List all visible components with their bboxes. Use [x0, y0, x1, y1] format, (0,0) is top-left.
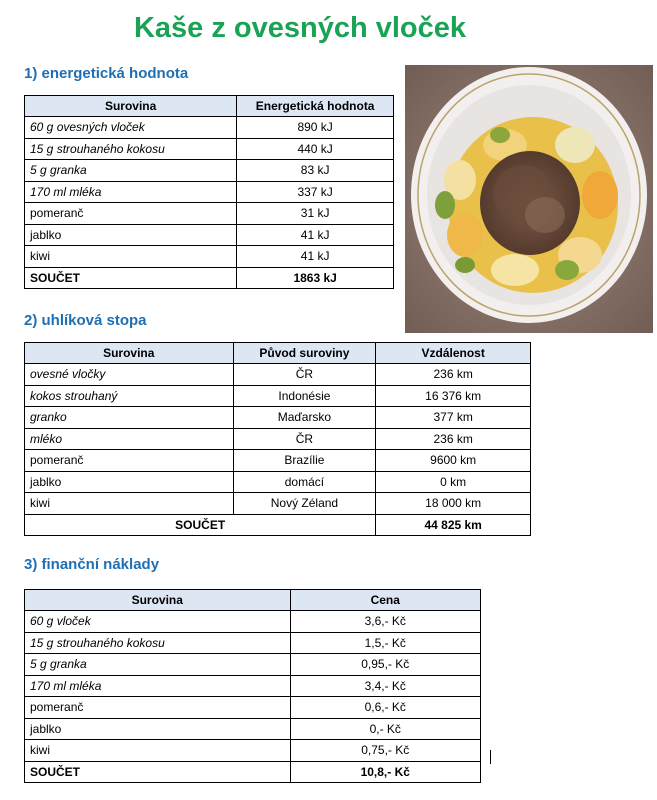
price-cell: 0,6,- Kč — [290, 697, 480, 719]
total-row — [25, 514, 531, 536]
table-row — [25, 203, 394, 225]
table-row — [25, 611, 481, 633]
ingredient-cell: jablko — [25, 471, 234, 493]
total-row — [25, 761, 481, 783]
cost-heading: 3) finanční náklady — [24, 556, 160, 573]
ingredient-cell: jablko — [25, 718, 291, 740]
price-cell: 3,6,- Kč — [290, 611, 480, 633]
cost-table — [24, 589, 481, 783]
column-header: Energetická hodnota — [237, 96, 394, 117]
table-row — [25, 718, 481, 740]
table-header-row — [25, 96, 394, 117]
ingredient-cell: 170 ml mléka — [25, 181, 237, 203]
origin-cell: Nový Zéland — [233, 493, 376, 515]
price-cell: 0,95,- Kč — [290, 654, 480, 676]
ingredient-cell: ovesné vločky — [25, 364, 234, 386]
table-header-row — [25, 590, 481, 611]
total-row — [25, 267, 394, 289]
carbon-heading: 2) uhlíková stopa — [24, 312, 147, 329]
energy-cell: 41 kJ — [237, 246, 394, 268]
column-header: Původ suroviny — [233, 343, 376, 364]
total-value: 44 825 km — [376, 514, 531, 536]
origin-cell: Maďarsko — [233, 407, 376, 429]
table-row — [25, 428, 531, 450]
porridge-photo — [405, 65, 653, 333]
table-row — [25, 450, 531, 472]
table-row — [25, 632, 481, 654]
table-row — [25, 471, 531, 493]
price-cell: 0,75,- Kč — [290, 740, 480, 762]
column-header: Surovina — [25, 343, 234, 364]
table-row — [25, 117, 394, 139]
ingredient-cell: kiwi — [25, 740, 291, 762]
distance-cell: 9600 km — [376, 450, 531, 472]
total-value: 1863 kJ — [237, 267, 394, 289]
distance-cell: 236 km — [376, 364, 531, 386]
energy-table — [24, 95, 394, 289]
origin-cell: domácí — [233, 471, 376, 493]
energy-cell: 337 kJ — [237, 181, 394, 203]
table-header-row — [25, 343, 531, 364]
ingredient-cell: kokos strouhaný — [25, 385, 234, 407]
total-value: 10,8,- Kč — [290, 761, 480, 783]
column-header: Vzdálenost — [376, 343, 531, 364]
distance-cell: 16 376 km — [376, 385, 531, 407]
table-row — [25, 364, 531, 386]
ingredient-cell: 5 g granka — [25, 654, 291, 676]
price-cell: 1,5,- Kč — [290, 632, 480, 654]
origin-cell: ČR — [233, 428, 376, 450]
table-row — [25, 181, 394, 203]
table-row — [25, 138, 394, 160]
ingredient-cell: 5 g granka — [25, 160, 237, 182]
table-row — [25, 740, 481, 762]
total-label: SOUČET — [25, 514, 376, 536]
ingredient-cell: jablko — [25, 224, 237, 246]
ingredient-cell: pomeranč — [25, 203, 237, 225]
ingredient-cell: 15 g strouhaného kokosu — [25, 632, 291, 654]
energy-heading: 1) energetická hodnota — [24, 65, 189, 82]
total-label: SOUČET — [25, 761, 291, 783]
table-row — [25, 224, 394, 246]
energy-cell: 83 kJ — [237, 160, 394, 182]
ingredient-cell: granko — [25, 407, 234, 429]
energy-cell: 41 kJ — [237, 224, 394, 246]
carbon-table — [24, 342, 531, 536]
ingredient-cell: 170 ml mléka — [25, 675, 291, 697]
ingredient-cell: 60 g vloček — [25, 611, 291, 633]
text-cursor — [490, 750, 491, 764]
origin-cell: Indonésie — [233, 385, 376, 407]
ingredient-cell: pomeranč — [25, 697, 291, 719]
table-row — [25, 160, 394, 182]
table-row — [25, 697, 481, 719]
ingredient-cell: 15 g strouhaného kokosu — [25, 138, 237, 160]
page-title: Kaše z ovesných vloček — [133, 12, 467, 44]
column-header: Surovina — [25, 590, 291, 611]
total-label: SOUČET — [25, 267, 237, 289]
energy-cell: 890 kJ — [237, 117, 394, 139]
ingredient-cell: 60 g ovesných vloček — [25, 117, 237, 139]
distance-cell: 377 km — [376, 407, 531, 429]
table-row — [25, 385, 531, 407]
energy-cell: 31 kJ — [237, 203, 394, 225]
column-header: Cena — [290, 590, 480, 611]
table-row — [25, 407, 531, 429]
distance-cell: 0 km — [376, 471, 531, 493]
table-row — [25, 654, 481, 676]
column-header: Surovina — [25, 96, 237, 117]
distance-cell: 18 000 km — [376, 493, 531, 515]
price-cell: 3,4,- Kč — [290, 675, 480, 697]
table-row — [25, 675, 481, 697]
table-row — [25, 246, 394, 268]
ingredient-cell: kiwi — [25, 246, 237, 268]
ingredient-cell: kiwi — [25, 493, 234, 515]
price-cell: 0,- Kč — [290, 718, 480, 740]
origin-cell: Brazílie — [233, 450, 376, 472]
distance-cell: 236 km — [376, 428, 531, 450]
table-row — [25, 493, 531, 515]
origin-cell: ČR — [233, 364, 376, 386]
ingredient-cell: pomeranč — [25, 450, 234, 472]
energy-cell: 440 kJ — [237, 138, 394, 160]
ingredient-cell: mléko — [25, 428, 234, 450]
